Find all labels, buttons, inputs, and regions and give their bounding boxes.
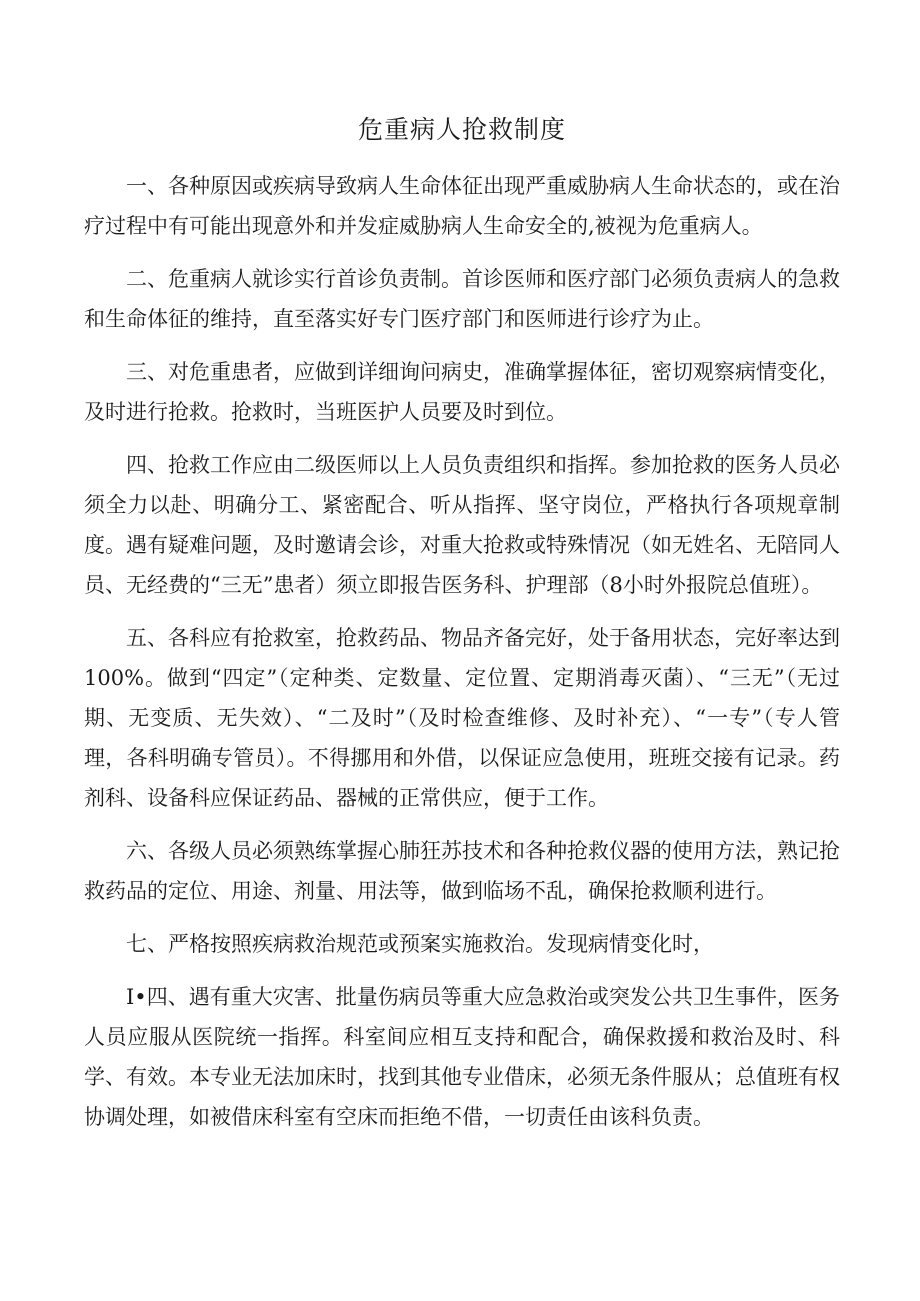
paragraph-4: 四、抢救工作应由二级医师以上人员负责组织和指挥。参加抢救的医务人员必须全力以赴、明确分工、紧密配合、听从指挥、坚守岗位，严格执行各项规章制度。遇有疑难问题，及时邀请会诊，对重大抢救或特殊情况（如无姓名、无陪同人员、无经费的“三无”患者）须立即报告医务科、护理部（8小时外报院总值班）。 — [84, 453, 840, 597]
paragraph-1: 一、各种原因或疾病导致病人生命体征出现严重威胁病人生命状态的，或在治疗过程中有可能出现意外和并发症威胁病人生命安全的,被视为危重病人。 — [84, 174, 840, 238]
paragraph-8: I•四、遇有重大灾害、批量伤病员等重大应急救治或突发公共卫生事件，医务人员应服从医院统一指挥。科室间应相互支持和配合，确保救援和救治及时、科学、有效。本专业无法加床时，找到其他专业借床，必须无条件服从；总值班有权协调处理，如被借床科室有空床而拒绝不借，一切责任由该科负责。 — [84, 985, 840, 1129]
paragraph-6: 六、各级人员必须熟练掌握心肺狂苏技术和各种抢救仪器的使用方法，熟记抢救药品的定位、用途、剂量、用法等，做到临场不乱，确保抢救顺利进行。 — [84, 839, 840, 903]
paragraph-5: 五、各科应有抢救室，抢救药品、物品齐备完好，处于备用状态，完好率达到100%。做到“四定”（定种类、定数量、定位置、定期消毒灭菌）、“三无”（无过期、无变质、无失效）、“二及时”（及时检查维修、及时补充）、“一专”（专人管理，各科明确专管员）。不得挪用和外借，以保证应急使用，班班交接有记录。药剂科、设备科应保证药品、器械的正常供应，便于工作。 — [84, 626, 840, 810]
paragraph-2: 二、危重病人就诊实行首诊负责制。首诊医师和医疗部门必须负责病人的急救和生命体征的维持，直至落实好专门医疗部门和医师进行诊疗为止。 — [84, 267, 840, 331]
paragraph-7: 七、严格按照疾病救治规范或预案实施救治。发现病情变化时， — [126, 932, 714, 956]
document-title: 危重病人抢救制度 — [357, 115, 566, 144]
document-page — [84, 108, 840, 1150]
paragraph-3: 三、对危重患者，应做到详细询问病史，准确掌握体征，密切观察病情变化，及时进行抢救。抢救时，当班医护人员要及时到位。 — [84, 360, 840, 424]
